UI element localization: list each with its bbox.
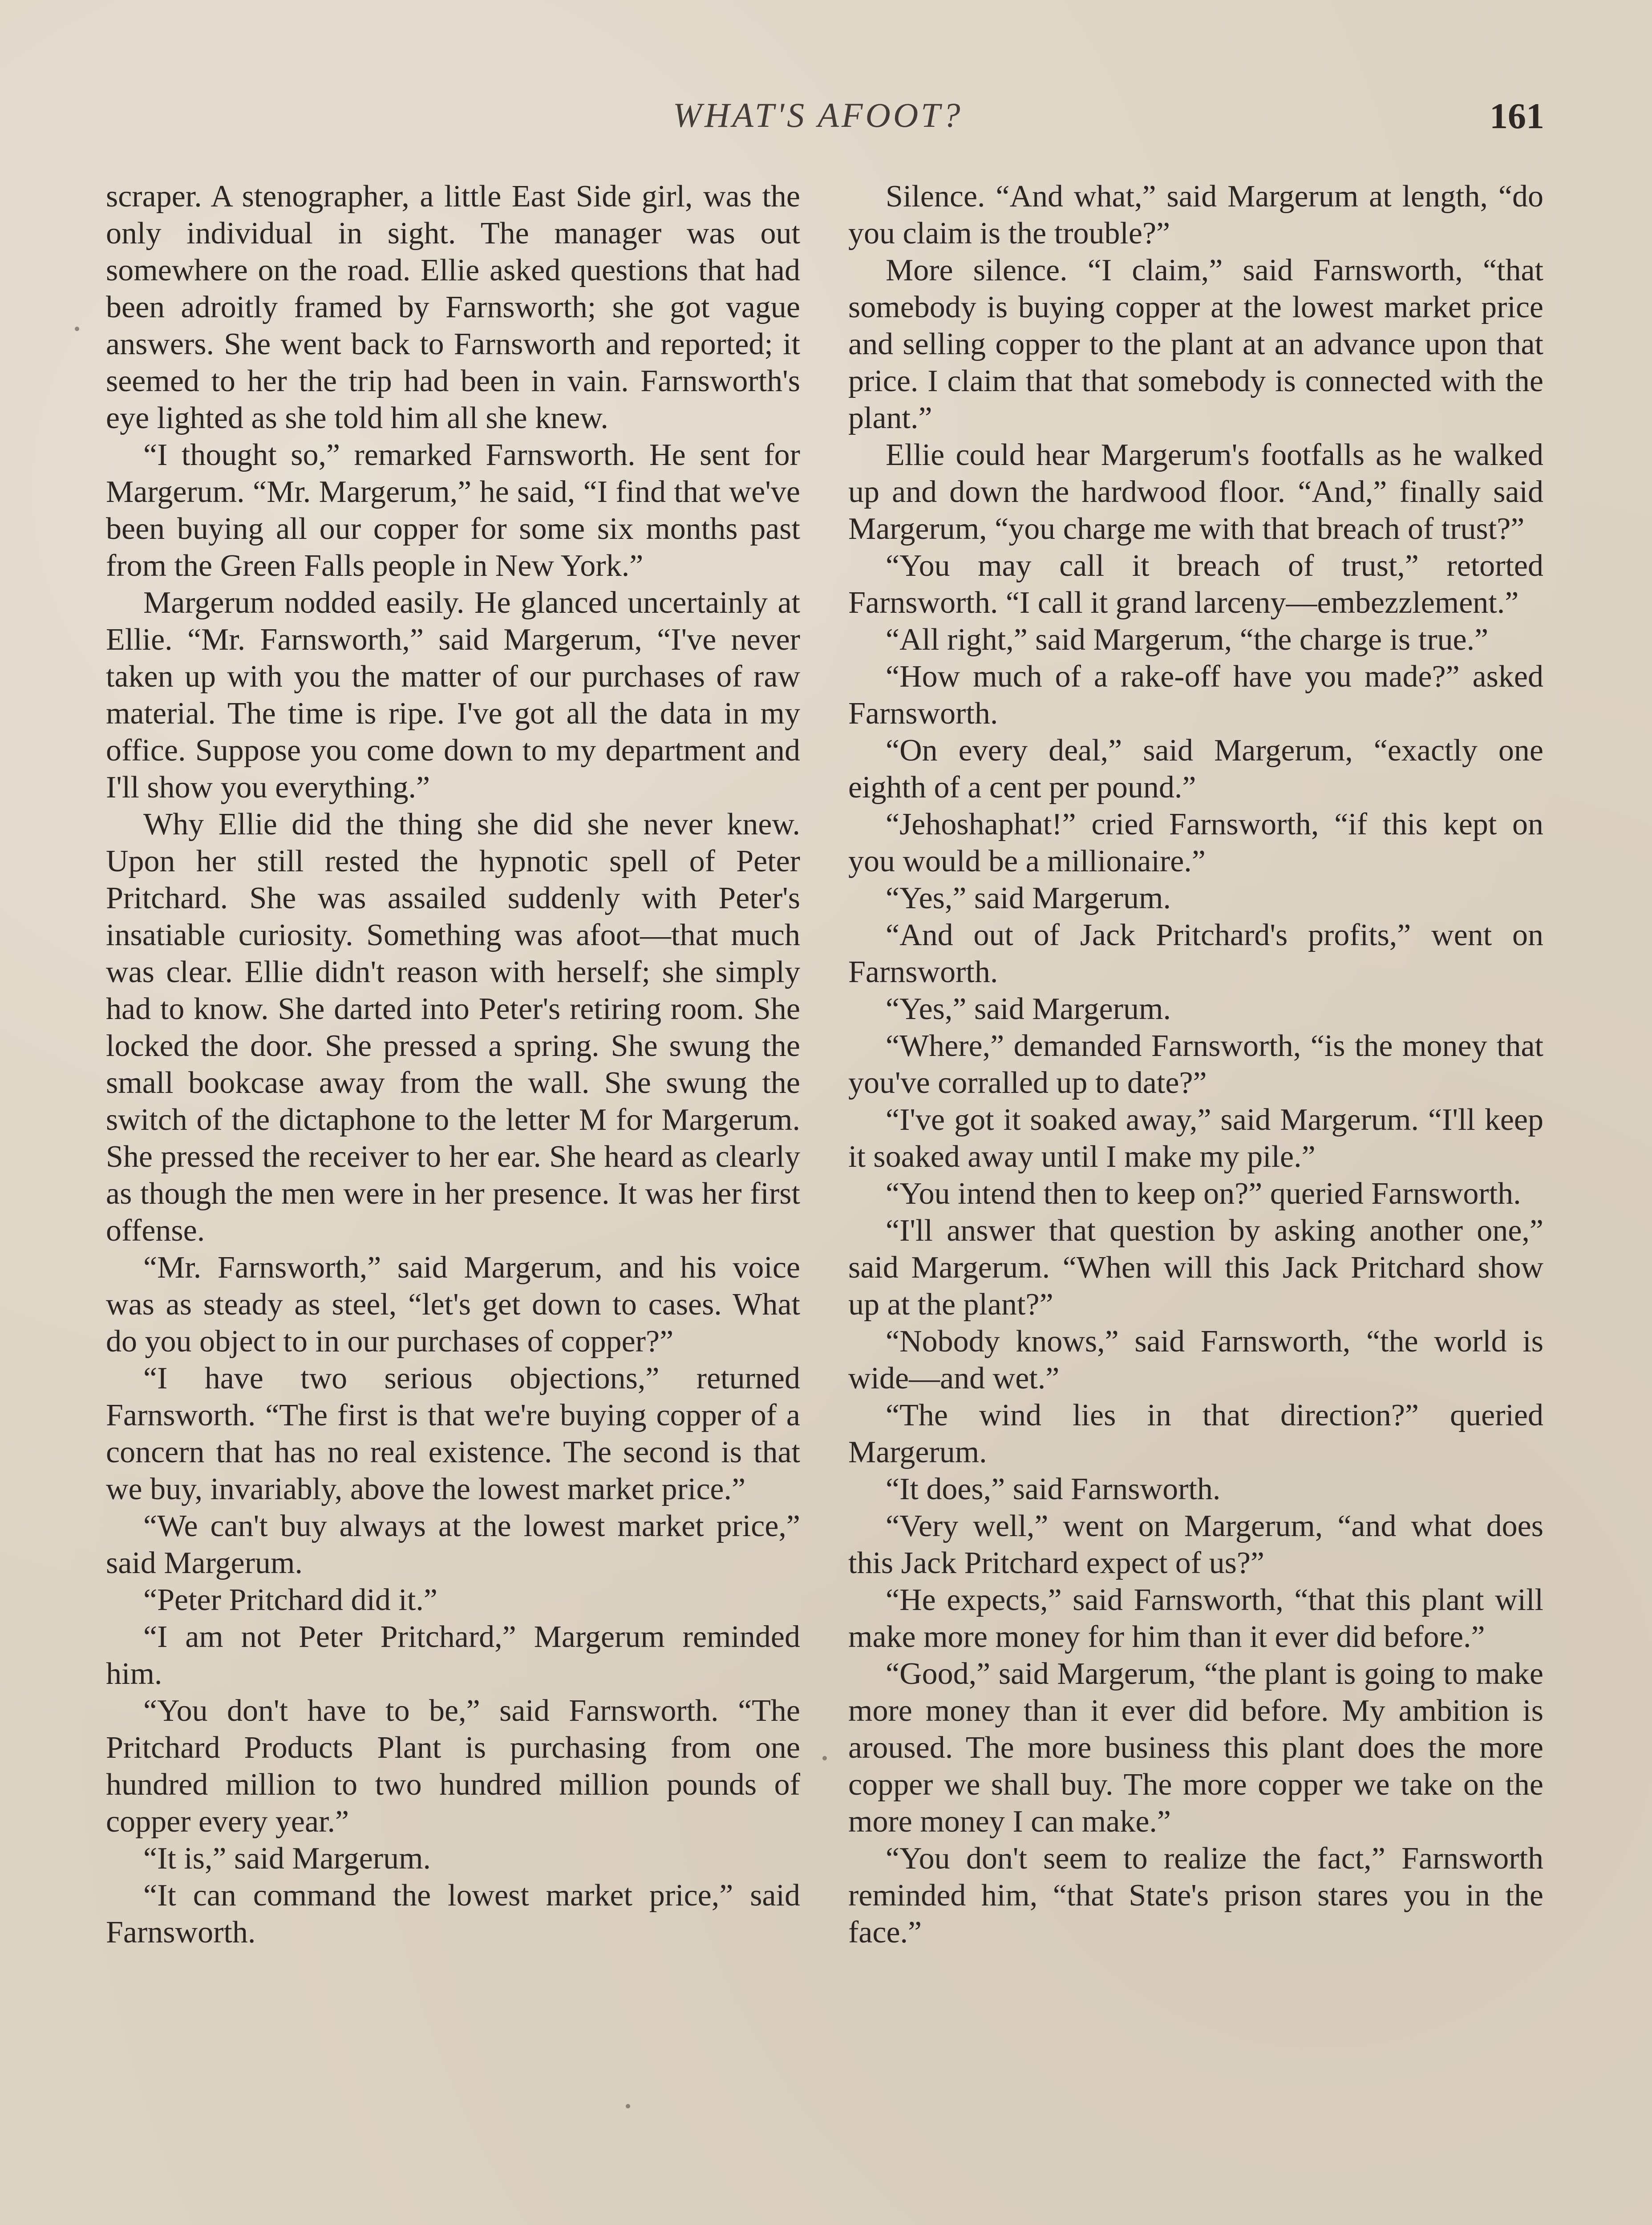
right-paragraph-4: “You may call it breach of trust,” retorted Farnsworth. “I call it grand larceny—embezzlement.” (848, 549, 1543, 620)
left-paragraph-10: “You don't have to be,” said Farnsworth. “The Pritchard Products Plant is purchasing from one hundred million to two hundred million pounds of copper every year.” (106, 1694, 800, 1839)
right-paragraph-15: “I'll answer that question by asking another one,” said Margerum. “When will this Jack Pritchard show up at the plant?” (848, 1214, 1543, 1322)
ink-speck (626, 2104, 630, 2108)
left-paragraph-6: “I have two serious objections,” returned Farnsworth. “The first is that we're buying copper of a concern that has no real existence. The second is that we buy, invariably, above the lowest market price.” (106, 1361, 800, 1506)
left-paragraph-12: “It can command the lowest market price,” said Farnsworth. (106, 1878, 800, 1950)
right-paragraph-5: “All right,” said Margerum, “the charge is true.” (886, 623, 1489, 657)
right-paragraph-1: Silence. “And what,” said Margerum at length, “do you claim is the trouble?” (848, 179, 1543, 251)
right-paragraph-9: “Yes,” said Margerum. (886, 881, 1171, 915)
right-paragraph-20: “He expects,” said Farnsworth, “that this plant will make more money for him than it ever did before.” (848, 1583, 1543, 1654)
right-paragraph-21: “Good,” said Margerum, “the plant is going to make more money than it ever did before. My ambition is aroused. The more business this plant does the more copper we shall buy. The more copper we take on the more money I can make.” (848, 1657, 1543, 1839)
left-paragraph-11: “It is,” said Margerum. (143, 1841, 431, 1876)
left-paragraph-8: “Peter Pritchard did it.” (143, 1583, 437, 1617)
left-paragraph-1: scraper. A stenographer, a little East Side girl, was the only individual in sight. The manager was out somewhere on the road. Ellie asked questions that had been adroitly framed by Farnsworth; she got vague answers. She went back to Farnsworth and reported; it seemed to her the trip had been in vain. Farnsworth's eye lighted as she told him all she knew. (106, 179, 800, 435)
page-header (0, 95, 1652, 149)
left-paragraph-9: “I am not Peter Pritchard,” Margerum reminded him. (106, 1620, 800, 1691)
right-paragraph-11: “Yes,” said Margerum. (886, 992, 1171, 1026)
right-column (848, 178, 1543, 1951)
right-paragraph-6: “How much of a rake-off have you made?” asked Farnsworth. (848, 659, 1543, 731)
right-paragraph-17: “The wind lies in that direction?” queried Margerum. (848, 1398, 1543, 1469)
ink-speck (75, 327, 79, 331)
right-paragraph-10: “And out of Jack Pritchard's profits,” went on Farnsworth. (848, 918, 1543, 989)
page-number: 161 (1490, 96, 1544, 136)
right-paragraph-7: “On every deal,” said Margerum, “exactly one eighth of a cent per pound.” (848, 733, 1543, 805)
right-paragraph-18: “It does,” said Farnsworth. (886, 1472, 1221, 1506)
left-paragraph-7: “We can't buy always at the lowest market price,” said Margerum. (106, 1509, 800, 1580)
right-paragraph-19: “Very well,” went on Margerum, “and what does this Jack Pritchard expect of us?” (848, 1509, 1543, 1580)
right-paragraph-14: “You intend then to keep on?” queried Farnsworth. (886, 1177, 1521, 1211)
left-paragraph-5: “Mr. Farnsworth,” said Margerum, and his voice was as steady as steel, “let's get down to cases. What do you object to in our purchases of copper?” (106, 1250, 800, 1359)
right-paragraph-2: More silence. “I claim,” said Farnsworth, “that somebody is buying copper at the lowest market price and selling copper to the plant at an advance upon that price. I claim that that somebody is connected with the plant.” (848, 253, 1543, 435)
left-paragraph-2: “I thought so,” remarked Farnsworth. He sent for Margerum. “Mr. Margerum,” he said, “I find that we've been buying all our copper for some six months past from the Green Falls people in New York.” (106, 438, 800, 583)
left-column (106, 178, 800, 1951)
right-paragraph-12: “Where,” demanded Farnsworth, “is the money that you've corralled up to date?” (848, 1029, 1543, 1100)
right-paragraph-22: “You don't seem to realize the fact,” Farnsworth reminded him, “that State's prison stares you in the face.” (848, 1841, 1543, 1950)
right-paragraph-13: “I've got it soaked away,” said Margerum. “I'll keep it soaked away until I make my pile.” (848, 1103, 1543, 1174)
ink-speck (822, 1756, 827, 1760)
running-head: WHAT'S AFOOT? (673, 96, 963, 134)
left-paragraph-4: Why Ellie did the thing she did she never knew. Upon her still rested the hypnotic spell of Peter Pritchard. She was assailed suddenly with Peter's insatiable curiosity. Something was afoot—that much was clear. Ellie didn't reason with herself; she simply had to know. She darted into Peter's retiring room. She locked the door. She pressed a spring. She swung the small bookcase away from the wall. She swung the switch of the dictaphone to the letter M for Margerum. She pressed the receiver to her ear. She heard as clearly as though the men were in her presence. It was her first offense. (106, 807, 800, 1248)
left-paragraph-3: Margerum nodded easily. He glanced uncertainly at Ellie. “Mr. Farnsworth,” said Margerum, “I've never taken up with you the matter of our purchases of raw material. The time is ripe. I've got all the data in my office. Suppose you come down to my department and I'll show you everything.” (106, 586, 800, 805)
right-paragraph-8: “Jehoshaphat!” cried Farnsworth, “if this kept on you would be a millionaire.” (848, 807, 1543, 878)
right-paragraph-3: Ellie could hear Margerum's footfalls as he walked up and down the hardwood floor. “And,” finally said Margerum, “you charge me with that breach of trust?” (848, 438, 1543, 546)
right-paragraph-16: “Nobody knows,” said Farnsworth, “the world is wide—and wet.” (848, 1324, 1543, 1396)
